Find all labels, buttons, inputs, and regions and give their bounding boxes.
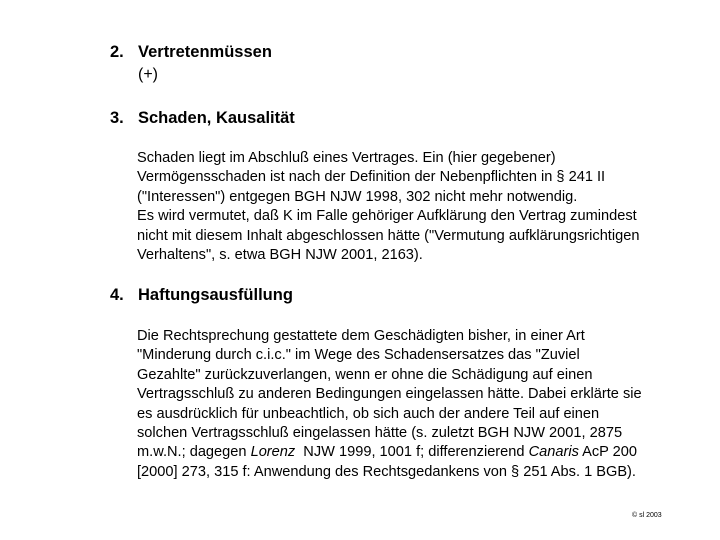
paragraph-line: Es wird vermutet, daß K im Falle gehöriger Aufklärung den Vertrag zumindest — [137, 208, 637, 225]
paragraph-line: Vertragsschluß zu anderen Bedingungen eingelassen hätte. Dabei erklärte sie — [137, 386, 642, 403]
section-2-heading — [110, 40, 272, 64]
section-3-paragraph — [137, 149, 639, 265]
paragraph-line: Gezahlte" zurückzuverlangen, wenn er ohne die Schädigung auf einen — [137, 366, 593, 383]
author-lorenz: Lorenz — [250, 444, 296, 461]
section-4-paragraph — [137, 327, 642, 482]
section-2-number: 2. — [110, 43, 124, 61]
paragraph-line: nicht mit diesem Inhalt abgeschlossen hätte ("Vermutung aufklärungsrichtigen — [137, 227, 640, 244]
paragraph-line: Schaden liegt im Abschluß eines Vertrages. Ein (hier gegebener) — [137, 150, 556, 166]
section-4-number: 4. — [110, 286, 124, 304]
paragraph-line: ("Interessen") entgegen BGH NJW 1998, 302 nicht mehr notwendig. — [137, 188, 578, 205]
paragraph-line: solchen Vertragsschluß eingelassen hätte (s. zuletzt BGH NJW 2001, 2875 — [137, 425, 623, 442]
citation-text: NJW 1999, 1001 f; differenzierend — [295, 444, 529, 461]
section-4-title: Haftungsausfüllung — [138, 286, 293, 304]
paragraph-line: Die Rechtsprechung gestattete dem Geschädigten bisher, in einer Art — [137, 328, 585, 344]
copyright-footer: © sl 2003 — [632, 512, 662, 519]
author-canaris: Canaris — [528, 444, 579, 461]
paragraph-line: "Minderung durch c.i.c." im Wege des Schadensersatzes das "Zuviel — [137, 347, 580, 364]
section-4-heading — [110, 283, 293, 307]
paragraph-line: Verhaltens", s. etwa BGH NJW 2001, 2163). — [137, 247, 423, 264]
paragraph-line: [2000] 273, 315 f: Anwendung des Rechtsgedankens von § 251 Abs. 1 BGB). — [137, 463, 636, 480]
paragraph-line: es ausdrücklich für unbeachtlich, ob sich auch der andere Teil auf einen — [137, 405, 600, 422]
section-2-title: Vertretenmüssen — [138, 43, 272, 61]
citation-text: m.w.N.; dagegen — [137, 444, 251, 461]
paragraph-line: Vermögensschaden ist nach der Definition der Nebenpflichten in § 241 II — [137, 169, 606, 186]
section-2-result: (+) — [138, 66, 158, 83]
section-3-number: 3. — [110, 109, 124, 127]
paragraph-line — [137, 443, 642, 462]
citation-text: AcP 200 — [578, 444, 638, 461]
section-3-heading — [110, 106, 295, 130]
section-3-title: Schaden, Kausalität — [138, 109, 295, 127]
